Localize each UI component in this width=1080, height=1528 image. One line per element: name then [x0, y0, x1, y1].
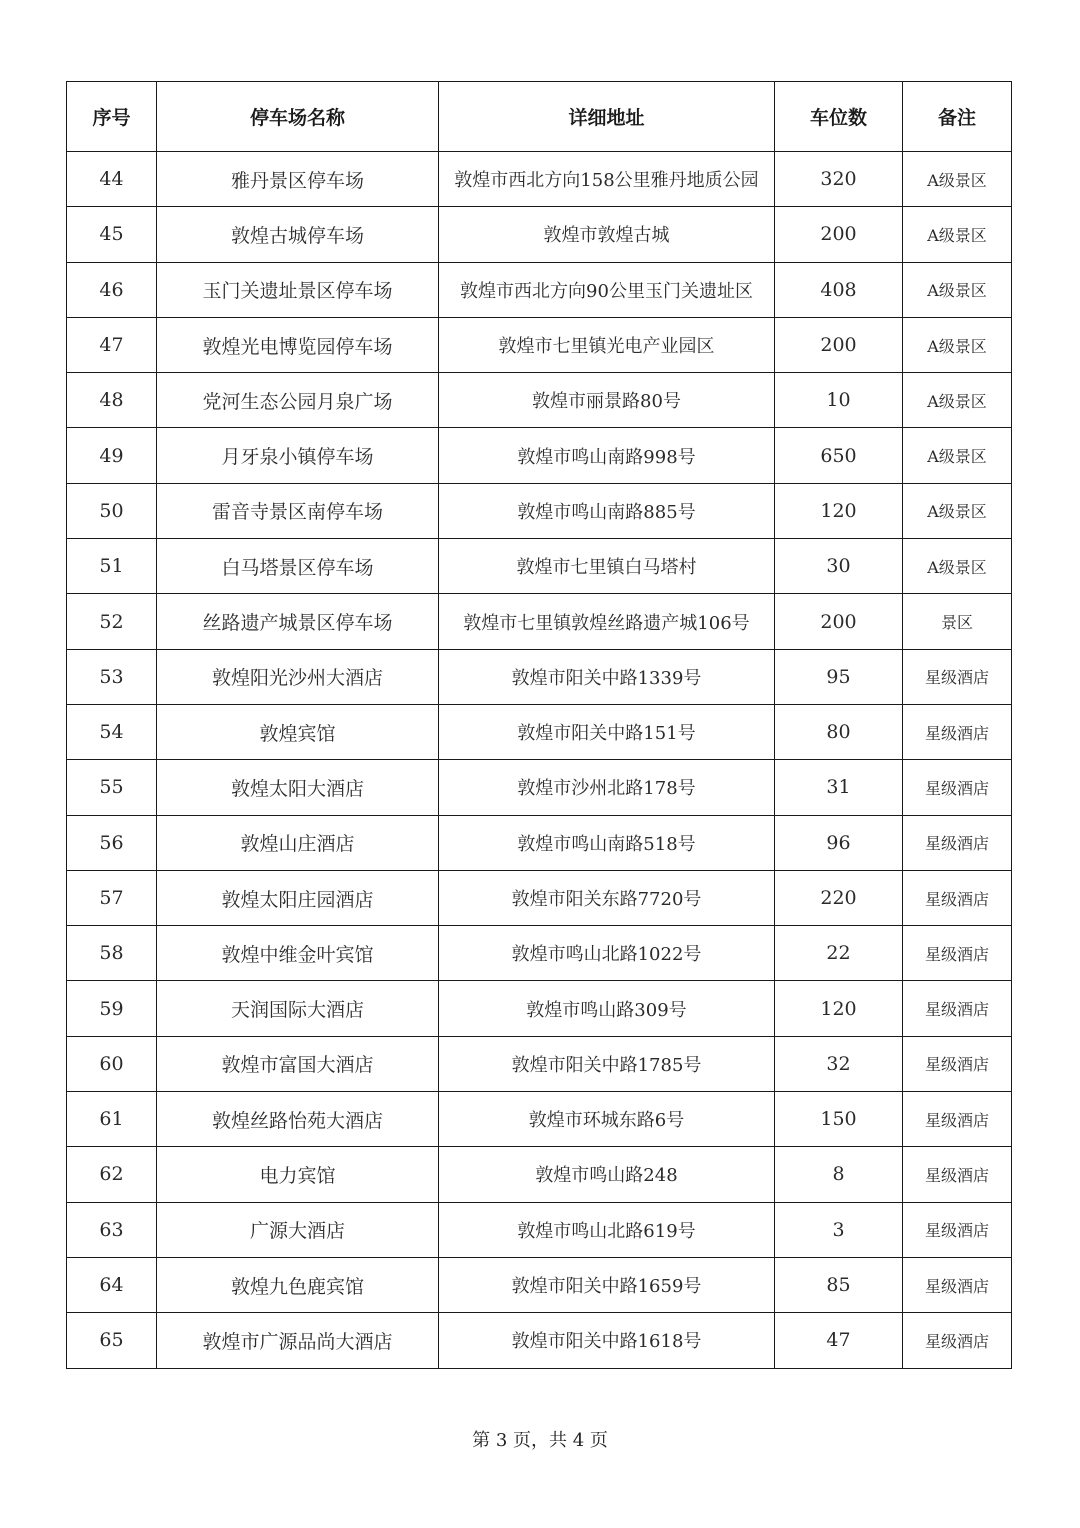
cell-note: 星级酒店 [903, 1202, 1012, 1257]
cell-spaces: 30 [775, 539, 903, 594]
parking-table [66, 81, 1012, 1369]
cell-spaces: 10 [775, 373, 903, 428]
cell-note: 星级酒店 [903, 704, 1012, 759]
table-row [67, 1036, 1012, 1091]
cell-parking-name: 电力宾馆 [157, 1147, 439, 1202]
cell-parking-name: 敦煌九色鹿宾馆 [157, 1257, 439, 1312]
table-row [67, 760, 1012, 815]
cell-parking-name: 月牙泉小镇停车场 [157, 428, 439, 483]
header-serial-number: 序号 [67, 82, 157, 152]
cell-spaces: 220 [775, 870, 903, 925]
cell-parking-name: 丝路遗产城景区停车场 [157, 594, 439, 649]
cell-spaces: 22 [775, 926, 903, 981]
cell-address: 敦煌市沙州北路178号 [439, 760, 775, 815]
cell-note: 星级酒店 [903, 1036, 1012, 1091]
cell-serial-number: 51 [67, 539, 157, 594]
cell-note: 星级酒店 [903, 926, 1012, 981]
cell-serial-number: 53 [67, 649, 157, 704]
cell-serial-number: 64 [67, 1257, 157, 1312]
cell-parking-name: 党河生态公园月泉广场 [157, 373, 439, 428]
cell-address: 敦煌市阳关东路7720号 [439, 870, 775, 925]
cell-address: 敦煌市七里镇敦煌丝路遗产城106号 [439, 594, 775, 649]
cell-spaces: 96 [775, 815, 903, 870]
cell-serial-number: 63 [67, 1202, 157, 1257]
table-body [67, 152, 1012, 1369]
header-address: 详细地址 [439, 82, 775, 152]
table-row [67, 594, 1012, 649]
header-parking-name: 停车场名称 [157, 82, 439, 152]
table-row [67, 152, 1012, 207]
table-row [67, 207, 1012, 262]
cell-address: 敦煌市七里镇白马塔村 [439, 539, 775, 594]
cell-parking-name: 玉门关遗址景区停车场 [157, 262, 439, 317]
cell-parking-name: 敦煌古城停车场 [157, 207, 439, 262]
cell-serial-number: 65 [67, 1313, 157, 1368]
cell-parking-name: 敦煌市广源品尚大酒店 [157, 1313, 439, 1368]
table-row [67, 704, 1012, 759]
cell-serial-number: 52 [67, 594, 157, 649]
cell-note: 星级酒店 [903, 1092, 1012, 1147]
cell-address: 敦煌市鸣山路309号 [439, 981, 775, 1036]
cell-note: A级景区 [903, 428, 1012, 483]
cell-spaces: 650 [775, 428, 903, 483]
cell-spaces: 95 [775, 649, 903, 704]
cell-note: A级景区 [903, 152, 1012, 207]
cell-spaces: 150 [775, 1092, 903, 1147]
page-number-text: 第 3 页，共 4 页 [472, 1430, 608, 1451]
cell-note: A级景区 [903, 483, 1012, 538]
cell-parking-name: 雷音寺景区南停车场 [157, 483, 439, 538]
cell-address: 敦煌市阳关中路1618号 [439, 1313, 775, 1368]
cell-note: A级景区 [903, 207, 1012, 262]
cell-address: 敦煌市鸣山南路518号 [439, 815, 775, 870]
cell-address: 敦煌市阳关中路1339号 [439, 649, 775, 704]
cell-spaces: 47 [775, 1313, 903, 1368]
cell-serial-number: 59 [67, 981, 157, 1036]
parking-table-container [66, 81, 1011, 1369]
cell-serial-number: 54 [67, 704, 157, 759]
cell-parking-name: 雅丹景区停车场 [157, 152, 439, 207]
header-note: 备注 [903, 82, 1012, 152]
cell-spaces: 120 [775, 483, 903, 538]
cell-spaces: 200 [775, 594, 903, 649]
cell-note: 星级酒店 [903, 815, 1012, 870]
table-row [67, 262, 1012, 317]
cell-parking-name: 敦煌宾馆 [157, 704, 439, 759]
cell-spaces: 80 [775, 704, 903, 759]
cell-spaces: 85 [775, 1257, 903, 1312]
cell-address: 敦煌市阳关中路1785号 [439, 1036, 775, 1091]
cell-serial-number: 50 [67, 483, 157, 538]
cell-note: A级景区 [903, 317, 1012, 372]
cell-parking-name: 白马塔景区停车场 [157, 539, 439, 594]
cell-serial-number: 44 [67, 152, 157, 207]
cell-note: 星级酒店 [903, 1257, 1012, 1312]
table-row [67, 1092, 1012, 1147]
cell-serial-number: 56 [67, 815, 157, 870]
cell-parking-name: 敦煌丝路怡苑大酒店 [157, 1092, 439, 1147]
cell-serial-number: 55 [67, 760, 157, 815]
cell-serial-number: 61 [67, 1092, 157, 1147]
cell-note: 星级酒店 [903, 870, 1012, 925]
table-row [67, 1147, 1012, 1202]
cell-serial-number: 62 [67, 1147, 157, 1202]
cell-parking-name: 敦煌山庄酒店 [157, 815, 439, 870]
cell-note: 星级酒店 [903, 1147, 1012, 1202]
cell-serial-number: 45 [67, 207, 157, 262]
cell-address: 敦煌市鸣山北路1022号 [439, 926, 775, 981]
cell-address: 敦煌市鸣山路248 [439, 1147, 775, 1202]
cell-address: 敦煌市阳关中路1659号 [439, 1257, 775, 1312]
table-row [67, 926, 1012, 981]
cell-spaces: 200 [775, 317, 903, 372]
table-row [67, 1202, 1012, 1257]
table-row [67, 317, 1012, 372]
cell-note: A级景区 [903, 262, 1012, 317]
table-row [67, 428, 1012, 483]
cell-spaces: 200 [775, 207, 903, 262]
cell-note: A级景区 [903, 373, 1012, 428]
cell-address: 敦煌市鸣山南路885号 [439, 483, 775, 538]
header-spaces: 车位数 [775, 82, 903, 152]
cell-address: 敦煌市鸣山南路998号 [439, 428, 775, 483]
cell-parking-name: 敦煌太阳大酒店 [157, 760, 439, 815]
cell-address: 敦煌市鸣山北路619号 [439, 1202, 775, 1257]
cell-serial-number: 47 [67, 317, 157, 372]
cell-spaces: 31 [775, 760, 903, 815]
cell-parking-name: 敦煌太阳庄园酒店 [157, 870, 439, 925]
cell-address: 敦煌市敦煌古城 [439, 207, 775, 262]
cell-serial-number: 57 [67, 870, 157, 925]
cell-address: 敦煌市阳关中路151号 [439, 704, 775, 759]
table-header-row [67, 82, 1012, 152]
cell-spaces: 3 [775, 1202, 903, 1257]
cell-note: A级景区 [903, 539, 1012, 594]
cell-note: 景区 [903, 594, 1012, 649]
cell-parking-name: 敦煌中维金叶宾馆 [157, 926, 439, 981]
table-row [67, 981, 1012, 1036]
cell-serial-number: 49 [67, 428, 157, 483]
table-row [67, 373, 1012, 428]
table-row [67, 815, 1012, 870]
cell-serial-number: 46 [67, 262, 157, 317]
page-footer [0, 1426, 1080, 1452]
table-row [67, 649, 1012, 704]
cell-spaces: 32 [775, 1036, 903, 1091]
table-row [67, 483, 1012, 538]
cell-parking-name: 敦煌光电博览园停车场 [157, 317, 439, 372]
cell-spaces: 120 [775, 981, 903, 1036]
cell-address: 敦煌市七里镇光电产业园区 [439, 317, 775, 372]
cell-address: 敦煌市西北方向158公里雅丹地质公园 [439, 152, 775, 207]
cell-spaces: 408 [775, 262, 903, 317]
table-row [67, 1313, 1012, 1368]
cell-address: 敦煌市环城东路6号 [439, 1092, 775, 1147]
cell-parking-name: 天润国际大酒店 [157, 981, 439, 1036]
cell-parking-name: 敦煌阳光沙州大酒店 [157, 649, 439, 704]
table-row [67, 539, 1012, 594]
cell-address: 敦煌市丽景路80号 [439, 373, 775, 428]
cell-parking-name: 敦煌市富国大酒店 [157, 1036, 439, 1091]
table-row [67, 1257, 1012, 1312]
cell-note: 星级酒店 [903, 1313, 1012, 1368]
cell-note: 星级酒店 [903, 760, 1012, 815]
cell-parking-name: 广源大酒店 [157, 1202, 439, 1257]
cell-serial-number: 60 [67, 1036, 157, 1091]
cell-serial-number: 48 [67, 373, 157, 428]
cell-spaces: 320 [775, 152, 903, 207]
cell-serial-number: 58 [67, 926, 157, 981]
cell-note: 星级酒店 [903, 981, 1012, 1036]
table-row [67, 870, 1012, 925]
cell-address: 敦煌市西北方向90公里玉门关遗址区 [439, 262, 775, 317]
cell-note: 星级酒店 [903, 649, 1012, 704]
cell-spaces: 8 [775, 1147, 903, 1202]
